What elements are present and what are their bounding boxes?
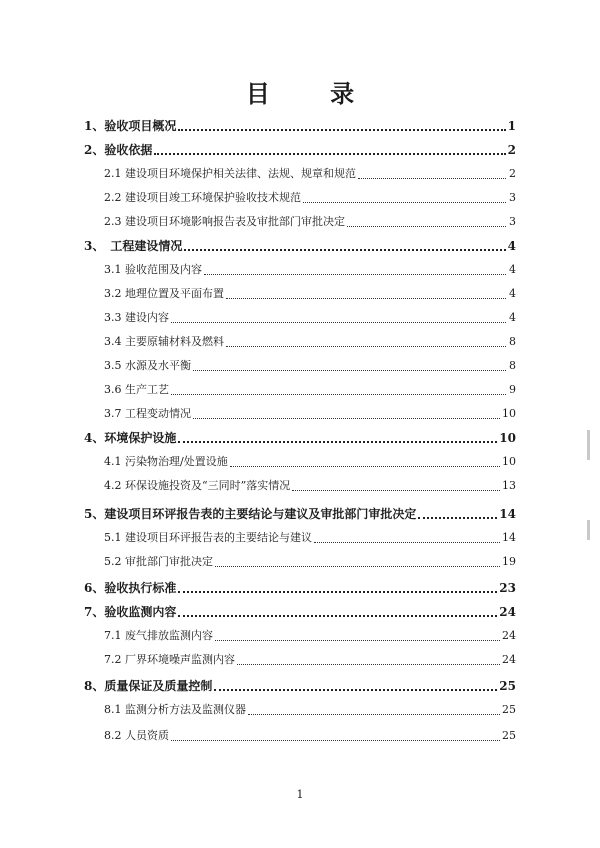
toc-subsection-entry (104, 406, 516, 422)
toc-entry-label: 6、验收执行标准 (84, 581, 177, 595)
page-title: 目 录 (245, 79, 381, 108)
toc-entry-page: 2 (507, 143, 516, 157)
toc-entry-page: 25 (499, 679, 516, 693)
toc-entry-page: 8 (509, 359, 516, 372)
toc-entry-label: 5.1 建设项目环评报告表的主要结论与建议 (104, 531, 312, 544)
toc-subsection-entry (104, 310, 516, 326)
toc-entry-label: 2.1 建设项目环境保护相关法律、法规、规章和规范 (104, 167, 356, 180)
toc-entry-label: 2.2 建设项目竣工环境保护验收技术规范 (104, 191, 301, 204)
toc-entry-page: 4 (507, 239, 516, 253)
page-number: 1 (296, 788, 304, 801)
toc-subsection-entry (104, 628, 516, 644)
dot-leader (154, 153, 505, 155)
toc-subsection-entry (104, 702, 516, 718)
toc-subsection-entry (104, 728, 516, 744)
dot-leader (178, 591, 497, 593)
dot-leader (193, 370, 506, 371)
dot-leader (314, 542, 500, 543)
dot-leader (418, 517, 497, 519)
toc-entry-page: 3 (509, 215, 516, 228)
toc-entry-label: 1、验收项目概况 (84, 119, 177, 133)
scan-artifact (587, 430, 590, 460)
toc-subsection-entry (104, 190, 516, 206)
toc-entry-page: 1 (507, 119, 516, 133)
toc-subsection-entry (104, 286, 516, 302)
toc-entry-page: 4 (509, 287, 516, 300)
toc-subsection-entry (104, 166, 516, 182)
toc-entry-page: 13 (502, 479, 516, 492)
toc-entry-label: 3.1 验收范围及内容 (104, 263, 202, 276)
dot-leader (178, 129, 505, 131)
toc-entry-page: 2 (509, 167, 516, 180)
dot-leader (358, 178, 506, 179)
toc-section-entry (84, 580, 516, 596)
dot-leader (230, 466, 500, 467)
dot-leader (184, 249, 505, 251)
scan-artifact (587, 520, 590, 540)
toc-entry-page: 10 (499, 431, 516, 445)
toc-entry-label: 3.5 水源及水平衡 (104, 359, 191, 372)
toc-entry-page: 24 (499, 605, 516, 619)
toc-entry-page: 14 (502, 531, 516, 544)
toc-entry-label: 5.2 审批部门审批决定 (104, 555, 213, 568)
toc-subsection-entry (104, 214, 516, 230)
dot-leader (171, 394, 506, 395)
toc-section-entry (84, 430, 516, 446)
toc-section-entry (84, 238, 516, 254)
dot-leader (171, 740, 500, 741)
toc-entry-page: 10 (502, 407, 516, 420)
toc-entry-page: 25 (502, 703, 516, 716)
toc-entry-label: 3.4 主要原辅材料及燃料 (104, 335, 224, 348)
toc-entry-label: 3.3 建设内容 (104, 311, 169, 324)
toc-entry-page: 8 (509, 335, 516, 348)
dot-leader (303, 202, 506, 203)
toc-section-entry (84, 118, 516, 134)
dot-leader (226, 346, 506, 347)
toc-subsection-entry (104, 554, 516, 570)
dot-leader (214, 689, 497, 691)
dot-leader (248, 714, 500, 715)
toc-entry-page: 10 (502, 455, 516, 468)
dot-leader (237, 664, 500, 665)
toc-entry-label: 7、验收监测内容 (84, 605, 177, 619)
dot-leader (215, 566, 500, 567)
toc-entry-page: 23 (499, 581, 516, 595)
toc-entry-label: 5、建设项目环评报告表的主要结论与建议及审批部门审批决定 (84, 507, 417, 521)
toc-subsection-entry (104, 652, 516, 668)
toc-entry-label: 7.2 厂界环境噪声监测内容 (104, 653, 235, 666)
toc-entry-label: 8、质量保证及质量控制 (84, 679, 213, 693)
toc-section-entry (84, 604, 516, 620)
toc-entry-label: 2、验收依据 (84, 143, 153, 157)
toc-entry-label: 3.2 地理位置及平面布置 (104, 287, 224, 300)
toc-subsection-entry (104, 530, 516, 546)
toc-entry-label: 3.6 生产工艺 (104, 383, 169, 396)
toc-entry-page: 4 (509, 311, 516, 324)
dot-leader (226, 298, 506, 299)
toc-entry-label: 2.3 建设项目环境影响报告表及审批部门审批决定 (104, 215, 345, 228)
toc-entry-page: 9 (509, 383, 516, 396)
dot-leader (292, 490, 500, 491)
toc-entry-label: 3、 工程建设情况 (84, 239, 183, 253)
toc-section-entry (84, 678, 516, 694)
toc-section-entry (84, 506, 516, 522)
toc-subsection-entry (104, 454, 516, 470)
toc-entry-label: 7.1 废气排放监测内容 (104, 629, 213, 642)
toc-subsection-entry (104, 358, 516, 374)
toc-entry-label: 4、环境保护设施 (84, 431, 177, 445)
toc-entry-page: 19 (502, 555, 516, 568)
dot-leader (193, 418, 500, 419)
toc-entry-page: 24 (502, 629, 516, 642)
toc-entry-page: 3 (509, 191, 516, 204)
toc-entry-label: 4.1 污染物治理/处置设施 (104, 455, 228, 468)
dot-leader (204, 274, 506, 275)
dot-leader (171, 322, 506, 323)
toc-subsection-entry (104, 262, 516, 278)
toc-subsection-entry (104, 334, 516, 350)
toc-entry-page: 14 (499, 507, 516, 521)
toc-entry-label: 8.1 监测分析方法及监测仪器 (104, 703, 246, 716)
dot-leader (178, 615, 497, 617)
toc-entry-label: 3.7 工程变动情况 (104, 407, 191, 420)
toc-subsection-entry (104, 382, 516, 398)
toc-subsection-entry (104, 478, 516, 494)
toc-entry-label: 4.2 环保设施投资及“三同时”落实情况 (104, 479, 291, 492)
dot-leader (215, 640, 500, 641)
dot-leader (178, 441, 497, 443)
dot-leader (347, 226, 506, 227)
toc-entry-page: 24 (502, 653, 516, 666)
toc-section-entry (84, 142, 516, 158)
toc-entry-page: 25 (502, 729, 516, 742)
toc-entry-page: 4 (509, 263, 516, 276)
toc-entry-label: 8.2 人员资质 (104, 729, 169, 742)
